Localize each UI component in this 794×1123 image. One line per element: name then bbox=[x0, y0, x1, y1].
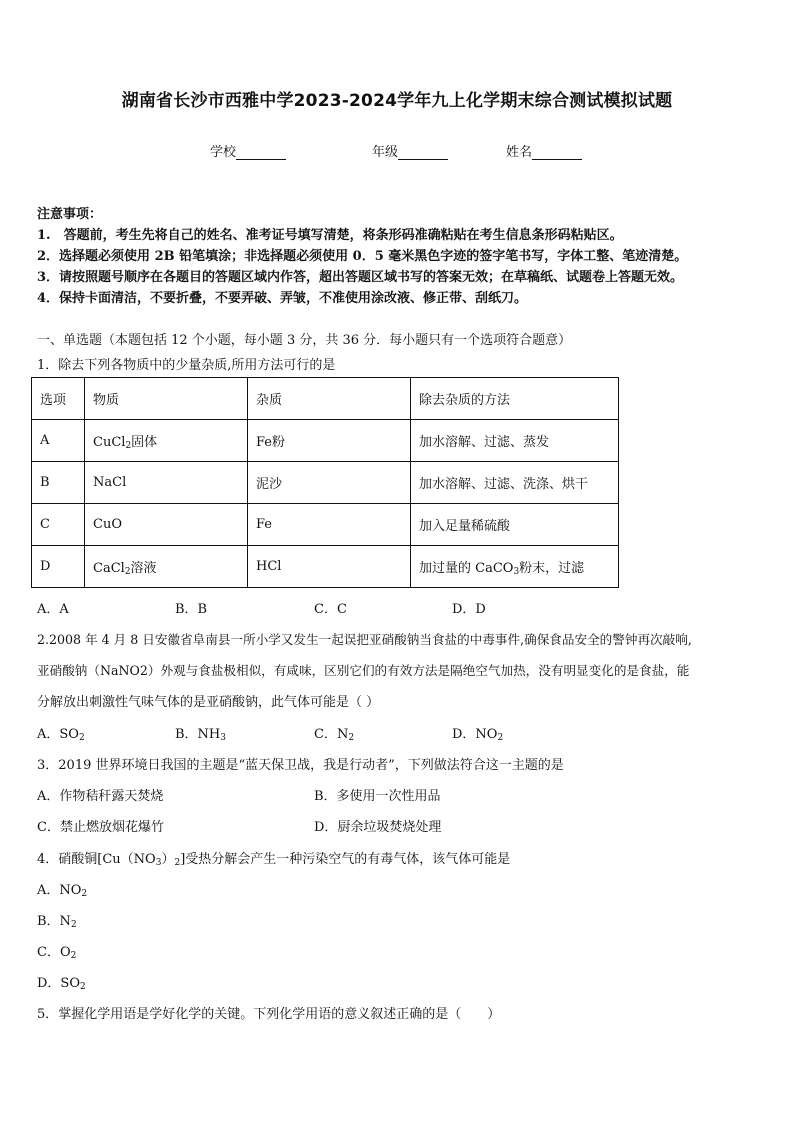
q1-option-a[interactable]: A．A bbox=[37, 602, 69, 617]
notice-item: 2．选择题必须使用 2B 铅笔填涂；非选择题必须使用 0．5 毫米黑色字迹的签字笔书写，字体工整、笔迹清楚。 bbox=[37, 249, 688, 264]
q2-option-d[interactable]: D．$NO_2$ bbox=[452, 727, 504, 743]
q2-stem-line: 亚硝酸钠（NaNO2）外观与食盐极相似，有咸味，区别它们的有效方法是隔绝空气加热，没有明显变化的是食盐，能 bbox=[37, 663, 690, 678]
table-header-row bbox=[32, 378, 619, 420]
q3-option-d[interactable]: D．厨余垃圾焚烧处理 bbox=[314, 820, 442, 835]
school-blank[interactable] bbox=[236, 145, 286, 160]
table-row bbox=[32, 504, 619, 546]
q4-option-c[interactable]: C．$O_2$ bbox=[37, 945, 77, 961]
q3-option-c[interactable]: C．禁止燃放烟花爆竹 bbox=[37, 820, 164, 835]
name-label: 姓名 bbox=[506, 145, 533, 160]
q3-stem: 3．2019 世界环境日我国的主题是“蓝天保卫战，我是行动者”，下列做法符合这一主题的是 bbox=[37, 758, 564, 773]
method-cell: 加水溶解、过滤、洗涤、烘干 bbox=[411, 462, 619, 504]
option-cell: D bbox=[32, 546, 85, 588]
q4-option-a[interactable]: A．$NO_2$ bbox=[37, 883, 88, 899]
q2-stem-line: 2.2008 年 4 月 8 日安徽省阜南县一所小学又发生一起误把亚硝酸钠当食盐的中毒事件,确保食品安全的警钟再次敲响, bbox=[37, 632, 692, 647]
grade-field[interactable] bbox=[372, 141, 448, 160]
q2-stem-line: 分解放出刺激性气味气体的是亚硝酸钠，此气体可能是（ ） bbox=[37, 695, 380, 710]
notice-heading: 注意事项： bbox=[37, 207, 103, 222]
name-blank[interactable] bbox=[532, 145, 582, 160]
header-cell: 除去杂质的方法 bbox=[411, 378, 619, 420]
q3-option-b[interactable]: B．多使用一次性用品 bbox=[314, 789, 441, 804]
q5-stem: 5．掌握化学用语是学好化学的关键。下列化学用语的意义叙述正确的是（ ） bbox=[37, 1007, 501, 1022]
q1-option-b[interactable]: B．B bbox=[175, 602, 208, 617]
q3-option-a[interactable]: A．作物秸秆露天焚烧 bbox=[37, 789, 164, 804]
q4-option-b[interactable]: B．$N_2$ bbox=[37, 914, 77, 930]
option-cell: C bbox=[32, 504, 85, 546]
notice-item: 1. 答题前，考生先将自己的姓名、准考证号填写清楚，将条形码准确粘贴在考生信息条形码粘贴区。 bbox=[37, 228, 623, 243]
substance-cell: CuCl$_2$固体 bbox=[85, 420, 248, 462]
substance-cell: CuO bbox=[85, 504, 248, 546]
header-cell: 选项 bbox=[32, 378, 85, 420]
substance-cell: NaCl bbox=[85, 462, 248, 504]
option-cell: B bbox=[32, 462, 85, 504]
impurity-cell: HCl bbox=[248, 546, 411, 588]
q1-option-d[interactable]: D．D bbox=[452, 602, 486, 617]
name-field[interactable] bbox=[506, 141, 582, 160]
q2-option-a[interactable]: A．$SO_2$ bbox=[37, 727, 85, 743]
header-cell: 物质 bbox=[85, 378, 248, 420]
notice-item: 4．保持卡面清洁，不要折叠，不要弄破、弄皱，不准使用涂改液、修正带、刮纸刀。 bbox=[37, 291, 528, 306]
header-cell: 杂质 bbox=[248, 378, 411, 420]
q1-table bbox=[31, 377, 619, 588]
table-row bbox=[32, 546, 619, 588]
q4-stem: 4．硝酸铜$[Cu(NO_3)_2]$受热分解会产生一种污染空气的有毒气体，该气体可能是 bbox=[37, 852, 511, 868]
page-title: 湖南省长沙市西雅中学2023-2024学年九上化学期末综合测试模拟试题 bbox=[121, 91, 673, 111]
grade-label: 年级 bbox=[372, 145, 399, 160]
q2-option-b[interactable]: B．$NH_3$ bbox=[175, 727, 226, 743]
notice-item: 3．请按照题号顺序在各题目的答题区域内作答，超出答题区域书写的答案无效；在草稿纸、试题卷上答题无效。 bbox=[37, 270, 684, 285]
school-field[interactable] bbox=[210, 141, 286, 160]
method-cell: 加入足量稀硫酸 bbox=[411, 504, 619, 546]
q2-option-c[interactable]: C．$N_2$ bbox=[314, 727, 355, 743]
section-heading: 一、单选题（本题包括 12 个小题，每小题 3 分，共 36 分．每小题只有一个选项符合题意） bbox=[37, 333, 572, 348]
impurity-cell: Fe bbox=[248, 504, 411, 546]
substance-cell: CaCl$_2$溶液 bbox=[85, 546, 248, 588]
school-label: 学校 bbox=[210, 145, 237, 160]
method-cell: 加水溶解、过滤、蒸发 bbox=[411, 420, 619, 462]
grade-blank[interactable] bbox=[398, 145, 448, 160]
impurity-cell: Fe粉 bbox=[248, 420, 411, 462]
table-row bbox=[32, 462, 619, 504]
table-row bbox=[32, 420, 619, 462]
q1-option-c[interactable]: C．C bbox=[314, 602, 347, 617]
option-cell: A bbox=[32, 420, 85, 462]
method-cell: 加过量的 CaCO$_3$粉末，过滤 bbox=[411, 546, 619, 588]
impurity-cell: 泥沙 bbox=[248, 462, 411, 504]
q4-option-d[interactable]: D．$SO_2$ bbox=[37, 976, 86, 992]
q1-stem: 1．除去下列各物质中的少量杂质,所用方法可行的是 bbox=[37, 358, 336, 373]
